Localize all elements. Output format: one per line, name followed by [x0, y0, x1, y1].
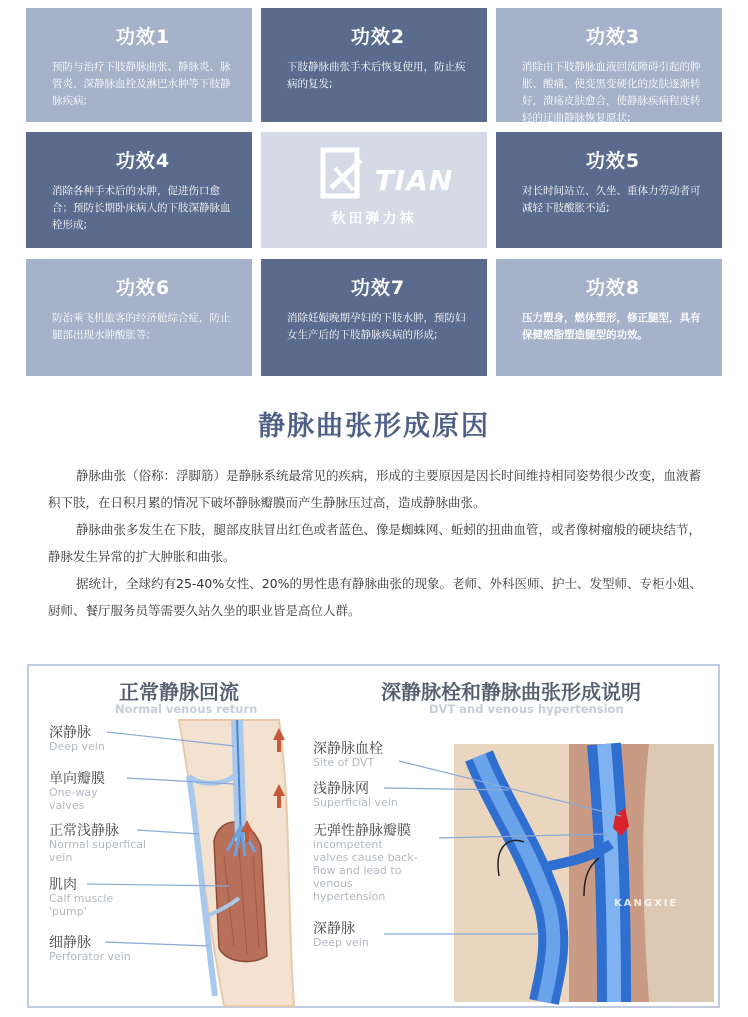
- label-deep-vein-right-en: Deep vein: [313, 936, 369, 949]
- label-deep-vein-right-cn: 深静脉: [313, 921, 355, 937]
- label-superficial-net-en: Superficial vein: [313, 796, 398, 809]
- paragraph-1: 静脉曲张（俗称：浮脚筋）是静脉系统最常见的疾病，形成的主要原因是因长时间维持相同姿势很少改变，血液蓄积下肢，在日积月累的情况下破坏静脉瓣膜而产生静脉压过高，造成静脉曲张。: [48, 468, 702, 510]
- benefit-desc: 消除妊娠晚期孕妇的下肢水肿，预防妇女生产后的下肢静脉疾病的形成;: [287, 312, 466, 341]
- benefit-desc: 消除各种手术后的水肿，促进伤口愈合；预防长期卧床病人的下肢深静脉血栓形成;: [52, 185, 231, 231]
- brand-logo-mark: TIAN: [374, 164, 454, 197]
- label-superficial-cn: 正常浅静脉: [49, 823, 119, 839]
- benefit-title: 功效7: [350, 277, 406, 299]
- benefit-desc: 防治乘飞机旅客的经济舱综合症，防止腿部出现水肿酸胀等;: [52, 312, 231, 341]
- label-muscle-cn: 肌肉: [49, 877, 77, 893]
- label-muscle-en: Calf muscle 'pump': [49, 892, 114, 918]
- benefit-title: 功效3: [585, 26, 641, 48]
- benefit-card-3: [496, 8, 722, 122]
- label-perforator-cn: 细静脉: [49, 935, 91, 951]
- label-incompetent-valve-cn: 无弹性静脉瓣膜: [313, 823, 411, 839]
- normal-return-subtitle: Normal venous return: [115, 702, 258, 716]
- benefit-title: 功效1: [115, 26, 171, 48]
- label-valves-en: One-way valves: [49, 786, 98, 812]
- label-superficial-en: Normal superfical vein: [49, 838, 147, 864]
- benefit-title: 功效5: [585, 150, 641, 172]
- benefit-desc: 消除由下肢静脉血液回流障碍引起的肿胀、酸痛，使变黑变硬化的皮肤逐渐转好，溃疡皮肤愈合，使静脉疾病程度转轻的迂曲静脉恢复原状;: [522, 61, 701, 124]
- label-dvt-site-en: Site of DVT: [313, 756, 375, 769]
- label-superficial-net-cn: 浅静脉网: [313, 781, 369, 797]
- paragraph-3: 据统计，全球约有25-40%女性、20%的男性患有静脉曲张的现象。老师、外科医师、护士、发型师、专柜小姐、厨师、餐厅服务员等需要久站久坐的职业皆是高位人群。: [48, 576, 702, 618]
- benefit-desc: 压力塑身，燃体塑形，修正腿型，具有保健燃脂塑造腿型的功效。: [522, 312, 701, 341]
- benefit-card-1: [26, 8, 252, 122]
- benefit-card-8: [496, 259, 722, 376]
- label-deep-vein-cn: 深静脉: [49, 725, 91, 741]
- benefit-card-7: [261, 259, 487, 376]
- watermark: KANGXIE: [614, 898, 679, 909]
- dvt-subtitle: DVT and venous hypertension: [429, 702, 624, 716]
- benefit-card-5: [496, 132, 722, 248]
- vein-diagram-panel: [27, 664, 720, 1008]
- benefit-card-2: [261, 8, 487, 122]
- brand-logo-name: 秋田弹力袜: [331, 211, 417, 227]
- benefit-title: 功效6: [115, 277, 171, 299]
- benefit-card-6: [26, 259, 252, 376]
- label-dvt-site-cn: 深静脉血栓: [313, 741, 383, 757]
- label-perforator-en: Perforator vein: [49, 950, 131, 963]
- label-valves-cn: 单向瓣膜: [49, 771, 105, 787]
- benefit-desc: 对长时间站立、久坐、重体力劳动者可减轻下肢酸胀不适;: [522, 185, 701, 214]
- benefit-desc: 预防与治疗下肢静脉曲张、静脉炎、脉管炎、深静脉血栓及淋巴水肿等下肢静脉疾病;: [52, 61, 231, 107]
- benefit-title: 功效4: [115, 150, 171, 172]
- brand-logo-card: [261, 132, 487, 248]
- benefit-title: 功效2: [350, 26, 406, 48]
- benefit-card-4: [26, 132, 252, 248]
- benefit-title: 功效8: [585, 277, 641, 299]
- dvt-title: 深静脉栓和静脉曲张形成说明: [381, 680, 641, 704]
- paragraph-2: 静脉曲张多发生在下肢，腿部皮肤冒出红色或者蓝色、像是蜘蛛网、蚯蚓的扭曲血管，或者像树瘤般的硬块结节，静脉发生异常的扩大肿胀和曲张。: [48, 522, 702, 564]
- label-incompetent-valve-en: incompetent valves cause back-flow and lead to venous hypertension: [313, 838, 418, 903]
- benefit-desc: 下肢静脉曲张手术后恢复使用，防止疾病的复发;: [287, 61, 466, 90]
- section-title: 静脉曲张形成原因: [258, 411, 490, 442]
- label-deep-vein-en: Deep vein: [49, 740, 105, 753]
- benefit-grid: [0, 0, 748, 380]
- normal-return-title: 正常静脉回流: [119, 680, 239, 704]
